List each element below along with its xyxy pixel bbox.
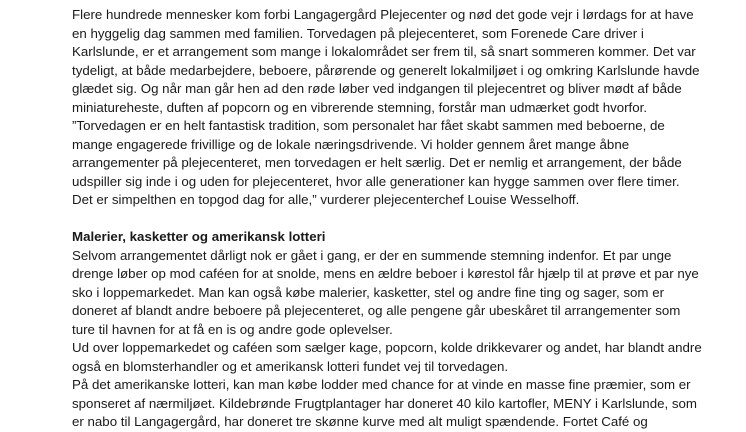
document-page xyxy=(72,6,712,432)
section-paragraph-2: Ud over loppemarkedet og caféen som sælger kage, popcorn, kolde drikkevarer og andet, har blandt andre også en blomsterhandler og et amerikansk lotteri fundet vej til torvedagen. xyxy=(72,340,702,374)
paragraph-spacer xyxy=(72,210,712,229)
intro-paragraph: Flere hundrede mennesker kom forbi Langagergård Plejecenter og nød det gode vejr i lørdags for at have en hyggelig dag sammen med familien. Torvedagen på plejecenteret, som Forenede Care driver i Karlslunde, er et arrangement som mange i lokalområdet ser frem til, så snart sommeren kommer. Det var tydeligt, at både medarbejdere, beboere, pårørende og generelt lokalmiljøet i og omkring Karlslunde havde glædet sig. Og når man går hen ad den røde løber ved indgangen til plejecentret og bliver mødt af både miniatureheste, duften af popcorn og en vibrerende stemning, forstår man udmærket godt hvorfor. xyxy=(72,7,700,115)
section-heading: Malerier, kasketter og amerikansk lotteri xyxy=(72,229,326,244)
section-paragraph-1: Selvom arrangementet dårligt nok er gået i gang, er der en summende stemning indenfor. Et par unge drenge løber op mod caféen for at snolde, mens en ældre beboer i kørestol får hjælp til at prøve et par nye sko i loppemarkedet. Man kan også købe malerier, kasketter, stel og andre fine ting og sager, som er doneret af blandt andre beboere på plejecenteret, og alle pengene går ubeskåret til arrangementer som ture til havnen for at få en is og andre gode oplevelser. xyxy=(72,247,699,337)
section-paragraph-3: På det amerikanske lotteri, kan man købe lodder med chance for at vinde en masse fine præmier, som er sponseret af nærmiljøet. Kildebrønde Frugtplantager har doneret 40 kilo kartofler, MENY i Karlslunde, som er nabo til Langagergård, har doneret tre skønne kurve med alt muligt spændende. Fortet Café og xyxy=(72,377,698,429)
quote-paragraph: ”Torvedagen er en helt fantastisk tradition, som personalet har fået skabt sammen med beboerne, de mange engagerede frivillige og de lokale næringsdrivende. Vi holder gennem året mange åbne arrangementer på plejecenteret, men torvedagen er helt særlig. Det er nemlig et arrangement, der både udspiller sig inde i og uden for plejecenteret, hvor alle generationer kan hygge sammen over flere timer. Det er simpelthen en topgod dag for alle,” vurderer plejecenterchef Louise Wesselhoff. xyxy=(72,118,682,207)
